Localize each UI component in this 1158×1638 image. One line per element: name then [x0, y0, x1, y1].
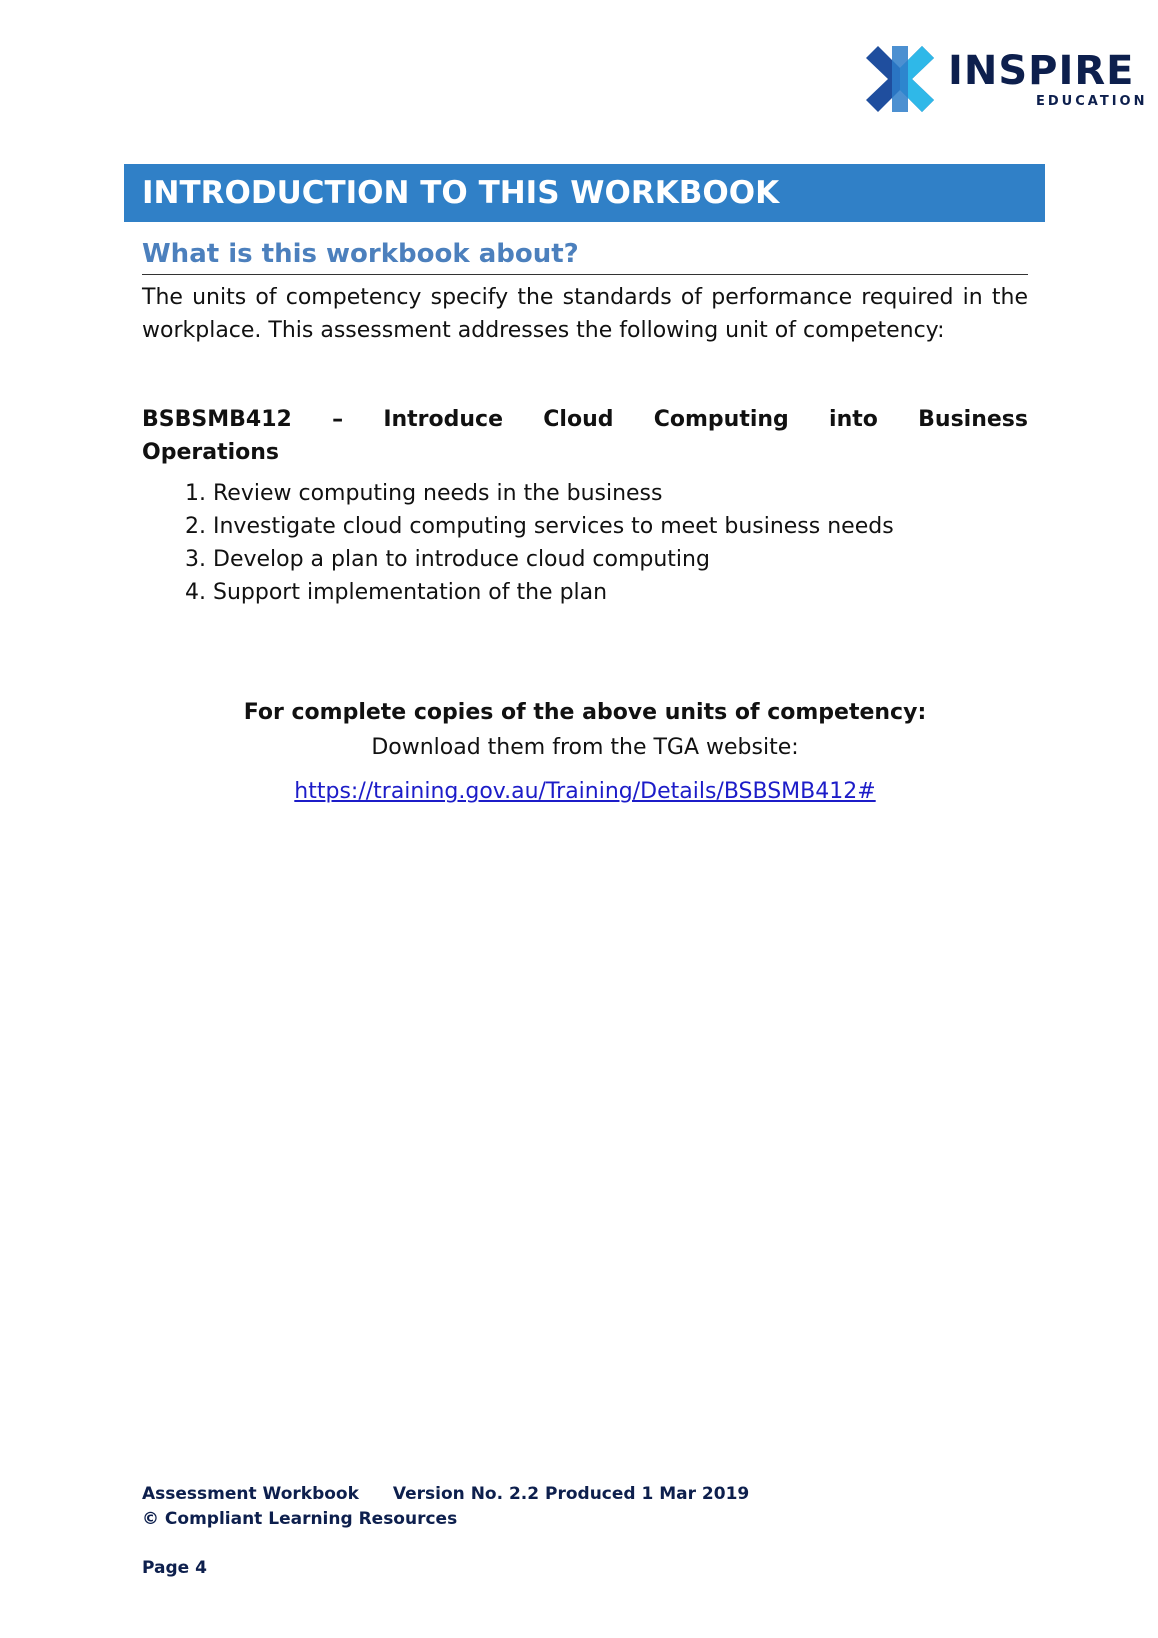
footer-version: Version No. 2.2 Produced 1 Mar 2019: [392, 1484, 750, 1504]
list-item: 1. Review computing needs in the business: [213, 477, 1028, 510]
banner-title: INTRODUCTION TO THIS WORKBOOK: [142, 175, 780, 211]
logo-cross-icon: [866, 46, 934, 112]
unit-title-word: Computing: [653, 407, 789, 432]
unit-title-word: into: [829, 407, 878, 432]
copies-title: For complete copies of the above units of competency:: [243, 700, 927, 725]
list-item: 4. Support implementation of the plan: [213, 576, 1028, 609]
footer: [142, 1482, 749, 1532]
main-content: [142, 236, 1028, 609]
unit-title-word: Cloud: [543, 407, 614, 432]
unit-title-rest: Operations: [142, 440, 279, 465]
unit-title-word: Introduce: [383, 407, 504, 432]
unit-code: BSBSMB412: [142, 407, 292, 432]
page-number: Page 4: [142, 1558, 207, 1578]
unit-title: [142, 403, 1028, 469]
intro-paragraph: The units of competency specify the standards of performance required in the workplace. This assessment addresses the following unit of competency:: [142, 285, 1028, 343]
unit-dash: –: [332, 407, 344, 432]
download-text: Download them from the TGA website:: [371, 735, 799, 760]
footer-copyright: © Compliant Learning Resources: [142, 1509, 458, 1529]
list-item: 2. Investigate cloud computing services to meet business needs: [213, 510, 1028, 543]
tga-link[interactable]: https://training.gov.au/Training/Details/BSBSMB412#: [294, 779, 876, 804]
list-item: 3. Develop a plan to introduce cloud computing: [213, 543, 1028, 576]
logo-wordmark: INSPIRE: [948, 48, 1135, 94]
inspire-education-logo: [866, 44, 1148, 114]
footer-workbook: Assessment Workbook: [142, 1484, 359, 1504]
unit-title-word: Business: [918, 407, 1028, 432]
unit-elements-list: [142, 477, 1028, 609]
section-heading: What is this workbook about?: [142, 236, 1028, 275]
tga-link-container: [142, 775, 1028, 808]
logo-tagline: EDUCATION: [1036, 94, 1148, 109]
section-banner: [124, 164, 1045, 222]
